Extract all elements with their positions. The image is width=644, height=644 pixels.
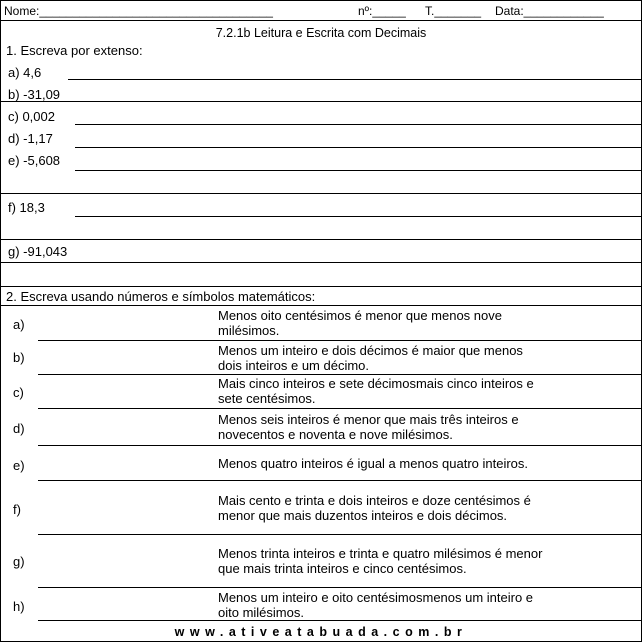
item-f-label: f) 18,3 (8, 200, 45, 215)
item-d-label: d) -1,17 (8, 131, 53, 146)
s2-answer-line-d[interactable] (38, 445, 642, 446)
s2-item-f-letter: f) (13, 502, 21, 517)
s2-item-g-letter: g) (13, 554, 25, 569)
s2-answer-line-c[interactable] (38, 408, 642, 409)
answer-line-d[interactable] (75, 147, 642, 148)
item-g-label: g) -91,043 (8, 244, 68, 259)
header-divider (0, 20, 642, 21)
divider-e-f (0, 193, 642, 194)
s2-answer-line-a[interactable] (38, 340, 642, 341)
item-b-label: b) -31,09 (8, 87, 61, 102)
s2-item-b-statement: Menos um inteiro e dois décimos é maior que menos dois inteiros e um décimo. (218, 343, 523, 373)
s2-item-c-letter: c) (13, 385, 24, 400)
s2-item-c-statement: Mais cinco inteiros e sete décimosmais cinco inteiros e sete centésimos. (218, 376, 534, 406)
item-e-label: e) -5,608 (8, 153, 61, 168)
s2-answer-line-e[interactable] (38, 480, 642, 481)
s2-item-e-letter: e) (13, 458, 25, 473)
s2-item-f-statement: Mais cento e trinta e dois inteiros e doze centésimos é menor que mais duzentos inteiros e dois décimos. (218, 493, 531, 523)
footer-url[interactable]: www.ativeatabuada.com.br (174, 625, 468, 639)
answer-line-f2[interactable] (0, 239, 642, 240)
item-a-label: a) 4,6 (8, 65, 42, 80)
s2-item-b-letter: b) (13, 350, 25, 365)
s2-item-a-statement: Menos oito centésimos é menor que menos nove milésimos. (218, 308, 502, 338)
answer-line-e[interactable] (75, 170, 642, 171)
section2-prompt: 2. Escreva usando números e símbolos matemáticos: (6, 289, 316, 304)
s2-item-d-statement: Menos seis inteiros é menor que mais três inteiros e novecentos e noventa e nove milésimos. (218, 412, 519, 442)
item-c-label: c) 0,002 (8, 109, 55, 124)
number-field[interactable]: nº:_____ (358, 4, 406, 18)
name-field[interactable]: Nome:___________________________________ (4, 4, 273, 18)
s2-item-e-statement: Menos quatro inteiros é igual a menos quatro inteiros. (218, 456, 529, 471)
class-field[interactable]: T._______ (425, 4, 482, 18)
answer-line-g[interactable] (0, 262, 642, 263)
section1-prompt: 1. Escreva por extenso: (6, 43, 143, 58)
date-field[interactable]: Data:____________ (495, 4, 604, 18)
s2-item-a-letter: a) (13, 317, 25, 332)
answer-line-a[interactable] (68, 79, 642, 80)
s2-answer-line-g[interactable] (38, 587, 642, 588)
section2-divider (0, 305, 642, 306)
s2-item-h-letter: h) (13, 599, 25, 614)
s2-answer-line-h[interactable] (38, 620, 642, 621)
s2-answer-line-f[interactable] (38, 534, 642, 535)
s2-item-d-letter: d) (13, 421, 25, 436)
s2-item-g-statement: Menos trinta inteiros e trinta e quatro milésimos é menor que mais trinta inteiros e cinco centésimos. (218, 546, 543, 576)
answer-line-b[interactable] (0, 101, 642, 102)
s2-item-h-statement: Menos um inteiro e oito centésimosmenos um inteiro e oito milésimos. (218, 590, 534, 620)
page-title: 7.2.1b Leitura e Escrita com Decimais (215, 26, 427, 40)
answer-line-f[interactable] (75, 216, 642, 217)
section-divider (0, 286, 642, 287)
s2-answer-line-b[interactable] (38, 374, 642, 375)
answer-line-c[interactable] (75, 124, 642, 125)
